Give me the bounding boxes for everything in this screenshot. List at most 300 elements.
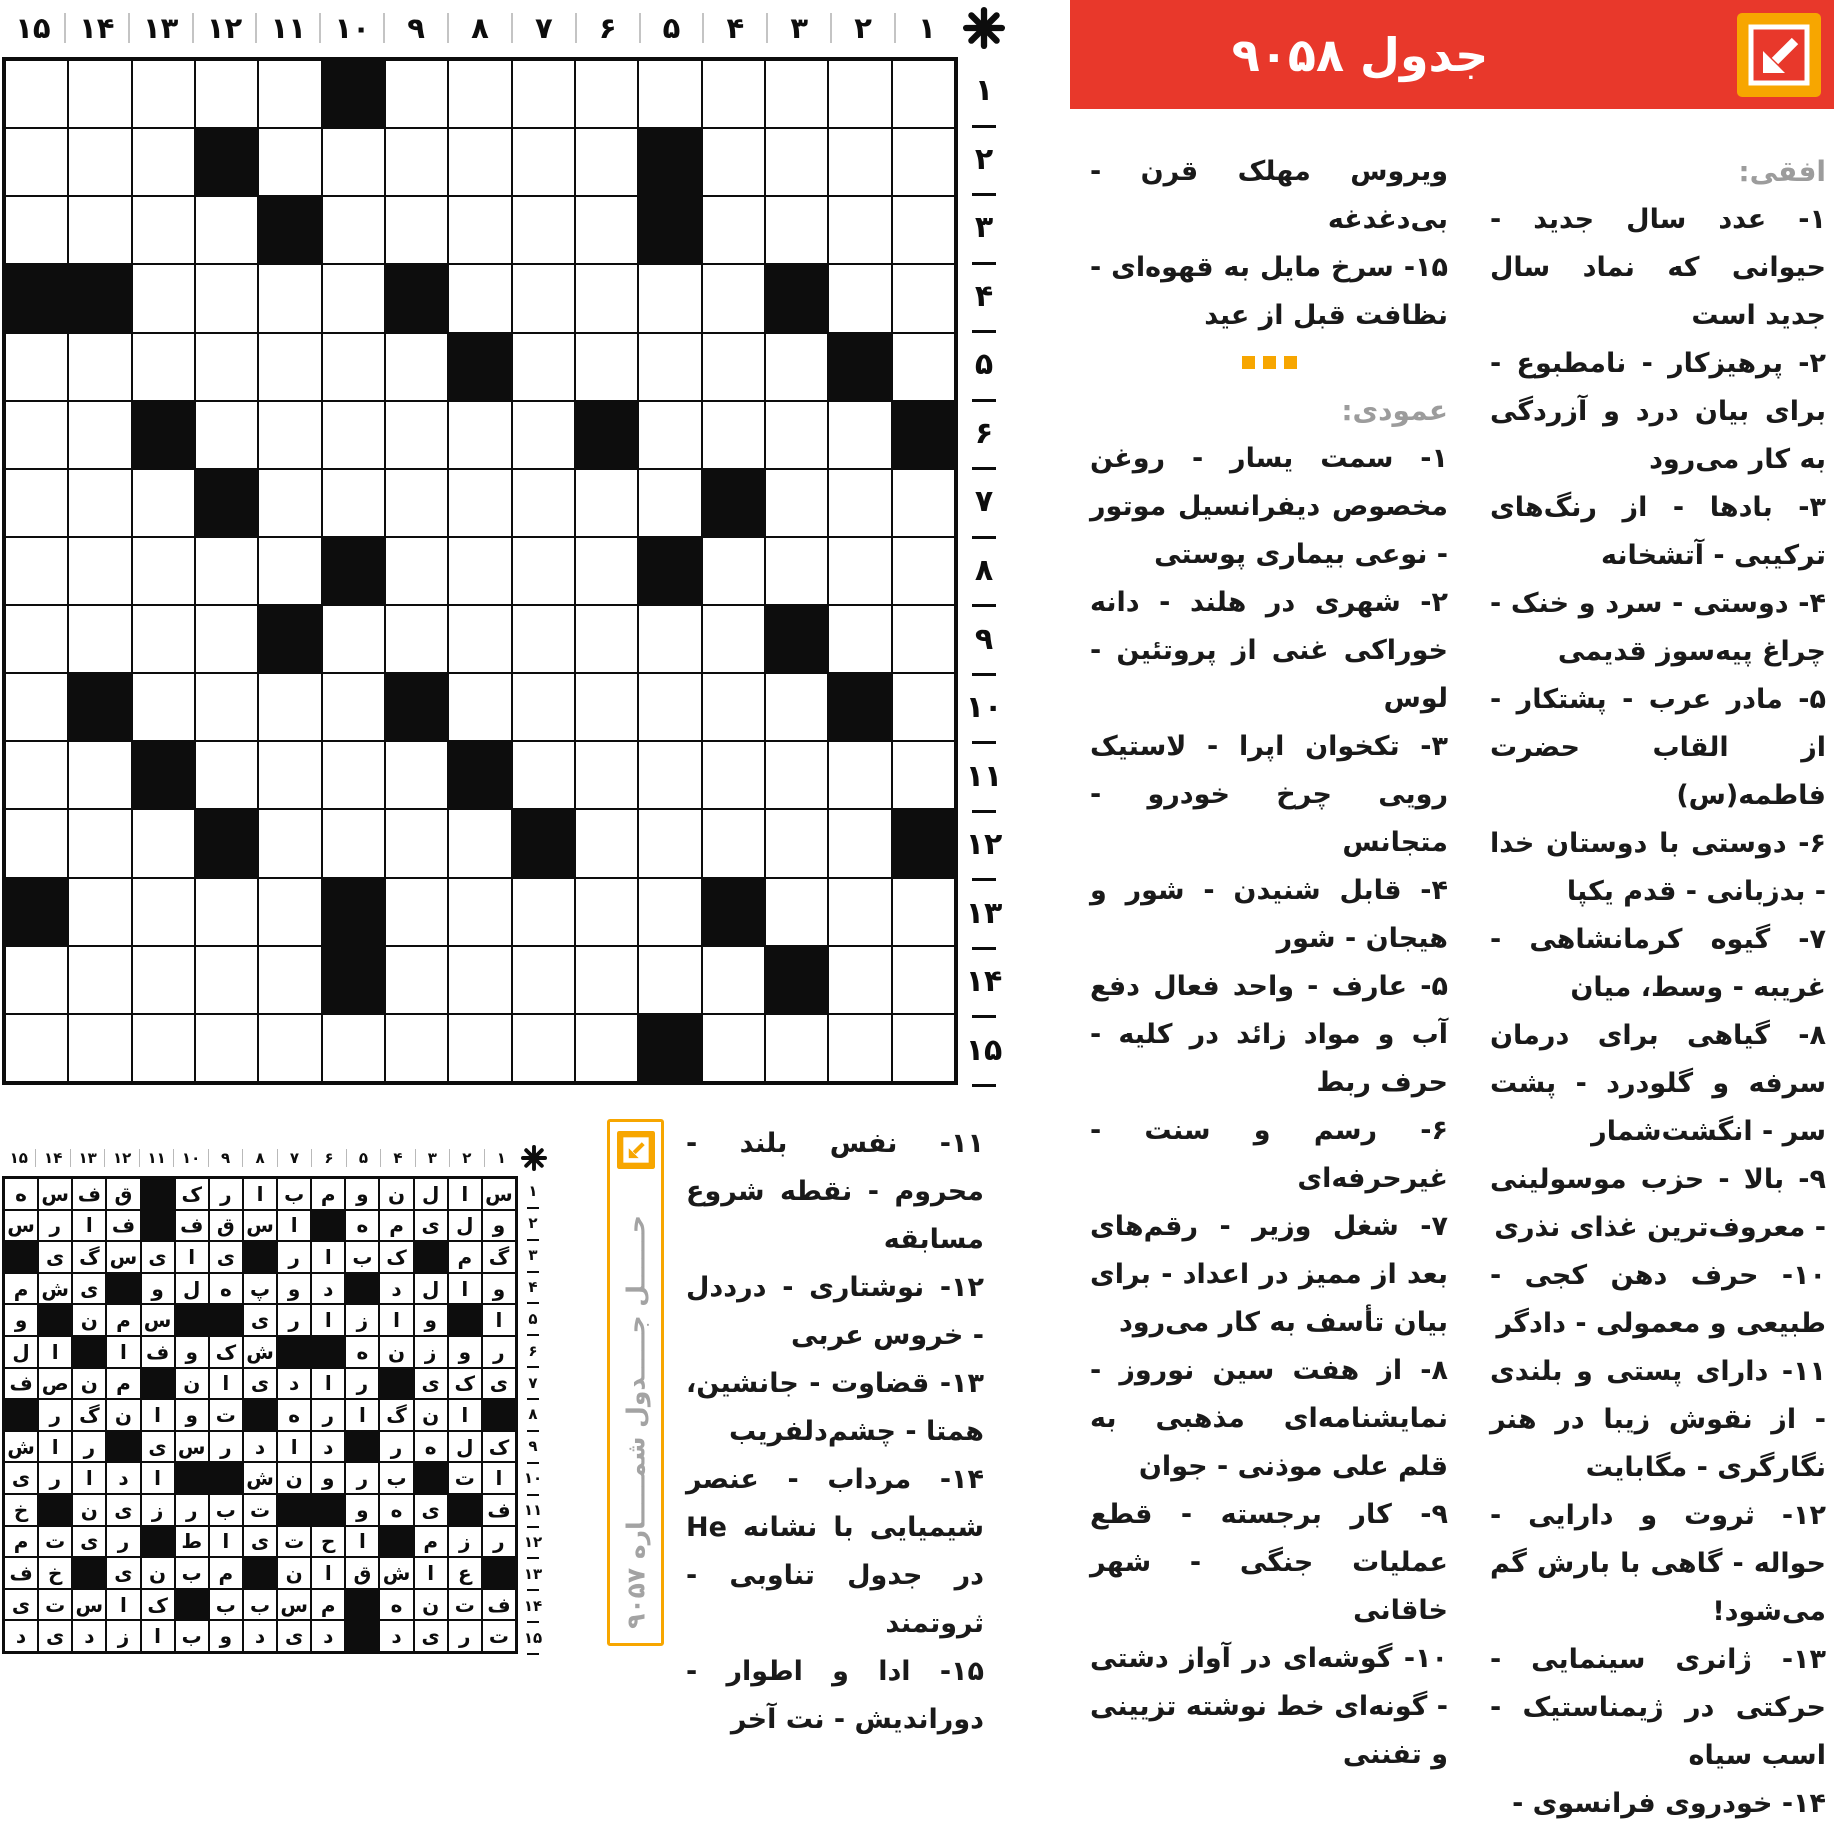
big-grid-cell[interactable] (5, 605, 68, 673)
solution-grid-letter-cell: ه (345, 1210, 379, 1242)
brand-logo-small-icon (617, 1131, 655, 1169)
solution-grid-black-cell (141, 1178, 175, 1210)
big-grid-cell[interactable] (68, 60, 131, 128)
solution-grid-col-number: ۱۵ (9, 1149, 28, 1167)
solution-grid-black-cell (38, 1304, 72, 1336)
big-grid-col-number: ۱۵ (15, 11, 51, 45)
big-grid-cell[interactable] (892, 128, 955, 196)
big-grid-cell[interactable] (5, 401, 68, 469)
big-grid-cell[interactable] (195, 401, 258, 469)
big-grid-cell[interactable] (892, 60, 955, 128)
solution-grid-letter-cell: ن (72, 1304, 106, 1336)
solution-grid-letter-cell: ب (175, 1620, 209, 1652)
big-grid-cell[interactable] (68, 605, 131, 673)
solution-grid-black-cell (311, 1336, 345, 1368)
solution-grid-letter-cell: ن (175, 1368, 209, 1400)
solution-grid-letter-cell: ا (311, 1304, 345, 1336)
big-grid-cell[interactable] (575, 741, 638, 809)
big-grid-cell[interactable] (765, 1014, 828, 1082)
big-grid-cell[interactable] (132, 196, 195, 264)
big-grid-cell[interactable] (132, 469, 195, 537)
big-grid-cell[interactable] (638, 264, 701, 332)
big-grid-cell[interactable] (892, 537, 955, 605)
solution-grid-letter-cell: ل (448, 1431, 482, 1463)
big-grid-row-number-label: ۱۲ (965, 827, 1003, 863)
big-grid-cell[interactable] (575, 469, 638, 537)
solution-grid-black-cell (175, 1304, 209, 1336)
big-grid-cell[interactable] (448, 878, 511, 946)
solution-grid-row-number-label: ۷ (528, 1373, 538, 1392)
big-grid-cell[interactable] (512, 741, 575, 809)
big-grid-black-cell (322, 537, 385, 605)
solution-grid-letter-cell: ه (345, 1336, 379, 1368)
solution-grid-letter-cell: س (72, 1589, 106, 1621)
big-grid-cell[interactable] (5, 1014, 68, 1082)
big-grid-cell[interactable] (448, 673, 511, 741)
big-grid-cell[interactable] (892, 196, 955, 264)
big-grid-cell[interactable] (448, 946, 511, 1014)
clue-paragraph: ۱۱- نفس بلند - محروم - نقطه شروع مسابقه (686, 1128, 984, 1255)
big-grid-cell[interactable] (385, 741, 448, 809)
solution-grid-black-cell (379, 1526, 413, 1558)
big-grid-cell[interactable] (5, 741, 68, 809)
big-grid-cell[interactable] (638, 741, 701, 809)
big-grid-cell[interactable] (322, 333, 385, 401)
big-grid-cell[interactable] (258, 469, 321, 537)
big-grid-cell[interactable] (132, 809, 195, 877)
big-grid-cell[interactable] (5, 537, 68, 605)
solution-grid-black-cell (38, 1494, 72, 1526)
big-grid-cell[interactable] (575, 196, 638, 264)
big-grid-cell[interactable] (68, 809, 131, 877)
big-grid-cell[interactable] (322, 264, 385, 332)
solution-grid-letter-cell: س (243, 1210, 277, 1242)
solution-grid-black-cell (345, 1273, 379, 1305)
big-grid-cell[interactable] (702, 809, 765, 877)
big-grid-cell[interactable] (5, 809, 68, 877)
big-grid-cell[interactable] (448, 809, 511, 877)
solution-grid-row-number-label: ۴ (528, 1278, 538, 1297)
big-grid-cell[interactable] (702, 537, 765, 605)
big-grid-cell[interactable] (638, 605, 701, 673)
solution-grid-letter-cell: ا (277, 1210, 311, 1242)
solution-grid-letter-cell: ت (448, 1589, 482, 1621)
big-grid-cell[interactable] (385, 196, 448, 264)
big-grid-row-number-label: ۳ (974, 210, 994, 246)
big-grid-cell[interactable] (195, 196, 258, 264)
big-grid-cell[interactable] (132, 605, 195, 673)
solution-grid-letter-cell: و (141, 1273, 175, 1305)
big-grid-cell[interactable] (258, 878, 321, 946)
big-grid-cell[interactable] (638, 878, 701, 946)
big-grid-cell[interactable] (258, 741, 321, 809)
big-grid-cell[interactable] (68, 1014, 131, 1082)
solution-grid-col-number: ۱۲ (104, 1149, 138, 1167)
big-grid-cell[interactable] (195, 741, 258, 809)
big-grid-cell[interactable] (575, 128, 638, 196)
big-grid-cell[interactable] (828, 60, 891, 128)
solution-grid-letter-cell: ک (175, 1178, 209, 1210)
big-grid-cell[interactable] (512, 605, 575, 673)
solution-grid-letter-cell: ل (414, 1178, 448, 1210)
solution-grid-black-cell (345, 1431, 379, 1463)
big-grid-cell[interactable] (828, 469, 891, 537)
big-grid-cell[interactable] (512, 946, 575, 1014)
big-grid-cell[interactable] (132, 878, 195, 946)
big-grid-cell[interactable] (448, 128, 511, 196)
big-grid-cell[interactable] (5, 469, 68, 537)
clue-paragraph: ۱- عدد سال جدید - حیوانی که نماد سال جدید است (1490, 204, 1826, 331)
big-grid-cell[interactable] (385, 333, 448, 401)
big-grid-cell[interactable] (638, 809, 701, 877)
big-grid-cell[interactable] (765, 809, 828, 877)
big-grid-cell[interactable] (5, 333, 68, 401)
big-grid-cell[interactable] (765, 741, 828, 809)
big-grid-row-number-label: ۱۵ (965, 1032, 1003, 1068)
solution-grid-letter-cell: ی (38, 1241, 72, 1273)
big-grid-cell[interactable] (512, 264, 575, 332)
big-grid-cell[interactable] (385, 878, 448, 946)
big-grid-cell[interactable] (765, 878, 828, 946)
solution-grid-row-number-label: ۱۳ (523, 1564, 543, 1583)
solution-grid-letter-cell: ب (175, 1557, 209, 1589)
big-grid-cell[interactable] (828, 264, 891, 332)
solution-grid-letter-cell: گ (379, 1399, 413, 1431)
big-grid-cell[interactable] (765, 128, 828, 196)
big-grid-cell[interactable] (702, 401, 765, 469)
big-grid-cell[interactable] (638, 469, 701, 537)
big-grid-cell[interactable] (512, 878, 575, 946)
solution-grid-letter-cell: ی (414, 1368, 448, 1400)
big-grid-row-numbers (958, 57, 1010, 1085)
solution-grid-col-number: ۱۰ (173, 1149, 207, 1167)
big-grid-cell[interactable] (68, 946, 131, 1014)
solution-grid-letter-cell: ف (175, 1210, 209, 1242)
big-grid-cell[interactable] (892, 741, 955, 809)
big-grid-cell[interactable] (195, 878, 258, 946)
big-grid-cell[interactable] (702, 333, 765, 401)
solution-grid-letter-cell: و (175, 1399, 209, 1431)
clue-paragraph: ۲- پرهیزکار - نامطبوع - برای بیان درد و آزردگی به کار می‌رود (1490, 348, 1826, 475)
big-grid-cell[interactable] (828, 946, 891, 1014)
solution-grid-letter-cell: ا (141, 1462, 175, 1494)
big-grid-cell[interactable] (68, 537, 131, 605)
big-grid-row-number (958, 537, 1010, 606)
solution-grid-letter-cell: ی (482, 1368, 516, 1400)
big-grid-cell[interactable] (195, 946, 258, 1014)
big-grid-cell[interactable] (892, 605, 955, 673)
solution-grid-letter-cell: م (4, 1526, 38, 1558)
big-grid-cell[interactable] (132, 673, 195, 741)
clue-paragraph: ۱۴- مرداب - عنصر شیمیایی با نشانه He در جدول تناوبی - ثروتمند (686, 1464, 984, 1639)
big-grid-cell[interactable] (258, 401, 321, 469)
page-title: جدول ۹۰۵۸ (1231, 28, 1489, 82)
solution-grid-letter-cell: ن (277, 1462, 311, 1494)
big-grid-black-cell (132, 741, 195, 809)
big-grid-cell[interactable] (828, 537, 891, 605)
big-grid-cell[interactable] (828, 401, 891, 469)
solution-grid-letter-cell: ش (38, 1273, 72, 1305)
big-grid-cell[interactable] (132, 60, 195, 128)
clues-down-column (1090, 148, 1448, 1779)
solution-grid-letter-cell: ن (414, 1399, 448, 1431)
solution-grid-letter-cell: ت (243, 1494, 277, 1526)
big-grid-cell[interactable] (195, 537, 258, 605)
big-grid-cell[interactable] (322, 673, 385, 741)
big-grid-cell[interactable] (575, 1014, 638, 1082)
big-grid-cell[interactable] (195, 264, 258, 332)
big-grid-cell[interactable] (385, 469, 448, 537)
big-grid-cell[interactable] (195, 1014, 258, 1082)
big-grid-cell[interactable] (512, 60, 575, 128)
big-grid-cell[interactable] (575, 878, 638, 946)
big-grid-cell[interactable] (258, 128, 321, 196)
big-grid-cell[interactable] (132, 946, 195, 1014)
big-grid-cell[interactable] (828, 1014, 891, 1082)
big-grid-black-cell (448, 741, 511, 809)
big-grid-cell[interactable] (702, 946, 765, 1014)
big-grid-cell[interactable] (575, 333, 638, 401)
big-grid-cell[interactable] (828, 128, 891, 196)
solution-grid-row-number (518, 1176, 548, 1208)
big-grid-cell[interactable] (892, 878, 955, 946)
big-grid-cell[interactable] (702, 60, 765, 128)
big-grid-cell[interactable] (828, 196, 891, 264)
big-grid-cell[interactable] (5, 673, 68, 741)
solution-grid-letter-cell: م (106, 1368, 140, 1400)
big-grid-cell[interactable] (702, 264, 765, 332)
big-grid-cell[interactable] (512, 333, 575, 401)
solution-grid-row-number (518, 1367, 548, 1399)
big-grid-cell[interactable] (385, 1014, 448, 1082)
big-grid-cell[interactable] (702, 741, 765, 809)
solution-grid-row-number-label: ۱۵ (523, 1628, 543, 1647)
solution-grid-letter-cell: ز (106, 1620, 140, 1652)
big-grid-cell[interactable] (765, 60, 828, 128)
solution-grid-letter-cell: ی (72, 1526, 106, 1558)
big-grid-cell[interactable] (68, 128, 131, 196)
big-grid-cell[interactable] (575, 537, 638, 605)
big-grid-cell[interactable] (322, 469, 385, 537)
big-grid-row-number-label: ۱۳ (965, 895, 1003, 931)
solution-grid-letter-cell: د (311, 1620, 345, 1652)
big-grid-col-number: ۱۴ (64, 13, 128, 43)
solution-grid-letter-cell: ن (72, 1494, 106, 1526)
big-grid-cell[interactable] (892, 673, 955, 741)
solution-grid-letter-cell: ش (4, 1431, 38, 1463)
clue-paragraph: ۳- بادها - از رنگ‌های ترکیبی - آتشخانه (1490, 492, 1826, 571)
big-grid-cell[interactable] (322, 128, 385, 196)
big-grid-row-number (958, 400, 1010, 469)
big-grid-cell[interactable] (448, 537, 511, 605)
big-grid-cell[interactable] (448, 264, 511, 332)
big-grid-cell[interactable] (385, 605, 448, 673)
big-grid-cell[interactable] (575, 264, 638, 332)
big-grid-cell[interactable] (322, 605, 385, 673)
big-grid-cell[interactable] (638, 60, 701, 128)
big-grid-cell[interactable] (575, 809, 638, 877)
big-grid-black-cell (765, 605, 828, 673)
big-grid-cell[interactable] (638, 401, 701, 469)
big-grid-cell[interactable] (385, 60, 448, 128)
solution-grid-letter-cell: ف (482, 1494, 516, 1526)
big-grid-cell[interactable] (68, 741, 131, 809)
big-grid-cell[interactable] (195, 60, 258, 128)
big-grid-cell[interactable] (195, 673, 258, 741)
solution-grid-col-number: ۸ (242, 1149, 276, 1167)
big-grid-cell[interactable] (892, 1014, 955, 1082)
big-grid-cell[interactable] (448, 196, 511, 264)
big-grid-cell[interactable] (892, 469, 955, 537)
big-grid-cell[interactable] (892, 333, 955, 401)
solution-grid-letter-cell: ر (277, 1241, 311, 1273)
big-grid-cell[interactable] (68, 196, 131, 264)
big-grid-cell[interactable] (195, 605, 258, 673)
big-grid-cell[interactable] (258, 60, 321, 128)
big-grid-cell[interactable] (575, 946, 638, 1014)
big-grid-cell[interactable] (702, 128, 765, 196)
big-grid-row-number (958, 468, 1010, 537)
big-grid-cell[interactable] (512, 401, 575, 469)
big-grid-cell[interactable] (132, 333, 195, 401)
big-grid-cell[interactable] (5, 60, 68, 128)
big-grid-black-cell (765, 946, 828, 1014)
big-grid-cell[interactable] (512, 673, 575, 741)
big-grid-cell[interactable] (258, 333, 321, 401)
solution-grid-letter-cell: ف (106, 1210, 140, 1242)
big-grid-cell[interactable] (322, 401, 385, 469)
solution-grid-col-headers (2, 1144, 518, 1172)
big-grid-cell[interactable] (765, 196, 828, 264)
solution-grid-letter-cell: ر (345, 1462, 379, 1494)
big-grid-row-number-label: ۵ (974, 347, 994, 383)
big-grid-cell[interactable] (765, 469, 828, 537)
big-grid-cell[interactable] (258, 946, 321, 1014)
big-grid-cell[interactable] (448, 60, 511, 128)
big-grid-cell[interactable] (258, 673, 321, 741)
big-grid-cell[interactable] (702, 1014, 765, 1082)
big-grid-cell[interactable] (828, 741, 891, 809)
big-grid-cell[interactable] (575, 60, 638, 128)
big-grid-cell[interactable] (702, 673, 765, 741)
big-grid-cell[interactable] (512, 469, 575, 537)
big-grid-cell[interactable] (258, 264, 321, 332)
big-grid-cell[interactable] (258, 809, 321, 877)
big-grid-cell[interactable] (5, 196, 68, 264)
big-grid-cell[interactable] (5, 946, 68, 1014)
big-grid-cell[interactable] (132, 1014, 195, 1082)
big-grid-cell[interactable] (132, 264, 195, 332)
big-grid-cell[interactable] (765, 401, 828, 469)
big-grid-cell[interactable] (322, 1014, 385, 1082)
big-grid-cell[interactable] (5, 128, 68, 196)
big-grid-row-number-label: ۴ (974, 278, 994, 314)
big-grid-cell[interactable] (322, 196, 385, 264)
big-grid-cell[interactable] (638, 673, 701, 741)
solution-grid-col-number: ۴ (380, 1149, 414, 1167)
big-grid-cell[interactable] (892, 264, 955, 332)
big-grid-cell[interactable] (258, 1014, 321, 1082)
big-grid-cell[interactable] (132, 128, 195, 196)
solution-grid-row-number-label: ۱۴ (523, 1596, 543, 1615)
big-grid-cell[interactable] (448, 469, 511, 537)
solution-grid-letter-cell: و (311, 1462, 345, 1494)
solution-grid-letter-cell: و (482, 1273, 516, 1305)
big-grid-cell[interactable] (575, 605, 638, 673)
big-grid-cell[interactable] (638, 946, 701, 1014)
big-grid-cell[interactable] (575, 673, 638, 741)
big-grid-cell[interactable] (512, 196, 575, 264)
big-grid-cell[interactable] (322, 809, 385, 877)
big-grid-cell[interactable] (68, 401, 131, 469)
clue-paragraph: ۶- رسم و سنت - غیرحرفه‌ای (1090, 1115, 1448, 1194)
clues-across-column (1490, 148, 1826, 1828)
solution-grid-black-cell (141, 1368, 175, 1400)
solution-grid-letter-cell: ی (414, 1620, 448, 1652)
big-grid-cell[interactable] (702, 605, 765, 673)
clue-paragraph: ۹- بالا - حزب موسولینی - معروف‌ترین غذای نذری (1490, 1164, 1826, 1243)
big-grid-cell[interactable] (512, 1014, 575, 1082)
solution-grid-letter-cell: س (175, 1431, 209, 1463)
clue-paragraph: ۱۵- سرخ مایل به قهوه‌ای - نظافت قبل از عید (1090, 252, 1448, 331)
solution-grid-black-cell (311, 1494, 345, 1526)
solution-grid-row-number (518, 1463, 548, 1495)
solution-grid-letter-cell: ل (175, 1273, 209, 1305)
big-grid-cell[interactable] (828, 809, 891, 877)
solution-grid-letter-cell: و (277, 1273, 311, 1305)
big-grid-cell[interactable] (765, 333, 828, 401)
big-grid-cell[interactable] (828, 605, 891, 673)
big-grid-cell[interactable] (448, 605, 511, 673)
big-grid-cell[interactable] (765, 673, 828, 741)
big-grid-cell[interactable] (638, 333, 701, 401)
solution-grid-letter-cell: ش (243, 1462, 277, 1494)
solution-grid-letter-cell: م (311, 1589, 345, 1621)
big-grid-cell[interactable] (132, 537, 195, 605)
big-grid-cell[interactable] (385, 401, 448, 469)
big-grid-cell[interactable] (68, 469, 131, 537)
solution-grid-letter-cell: ر (209, 1431, 243, 1463)
big-grid-cell[interactable] (512, 128, 575, 196)
big-grid-black-cell (702, 878, 765, 946)
big-grid-cell[interactable] (892, 946, 955, 1014)
solution-grid-letter-cell: ی (72, 1273, 106, 1305)
big-grid-cell[interactable] (385, 946, 448, 1014)
solution-grid-letter-cell: ب (379, 1462, 413, 1494)
big-grid-cell[interactable] (258, 537, 321, 605)
big-grid-cell[interactable] (512, 537, 575, 605)
big-grid-cell[interactable] (448, 1014, 511, 1082)
big-grid-cell[interactable] (765, 537, 828, 605)
big-grid-col-number: ۲ (830, 13, 894, 43)
solution-grid-letter-cell: ا (72, 1462, 106, 1494)
big-grid-col-number: ۹ (383, 13, 447, 43)
big-grid-cell[interactable] (828, 878, 891, 946)
big-grid-cell[interactable] (68, 333, 131, 401)
big-grid-cell[interactable] (385, 128, 448, 196)
big-grid-cell[interactable] (385, 537, 448, 605)
big-grid-cell[interactable] (702, 196, 765, 264)
big-grid-cell[interactable] (448, 401, 511, 469)
divider-square-icon (1242, 356, 1255, 369)
solution-grid-black-cell (345, 1620, 379, 1652)
big-grid-cell[interactable] (68, 878, 131, 946)
big-grid-cell[interactable] (322, 741, 385, 809)
big-grid-cell[interactable] (385, 809, 448, 877)
solution-grid-letter-cell: و (209, 1620, 243, 1652)
big-grid-cell[interactable] (195, 333, 258, 401)
big-grid-black-cell (512, 809, 575, 877)
